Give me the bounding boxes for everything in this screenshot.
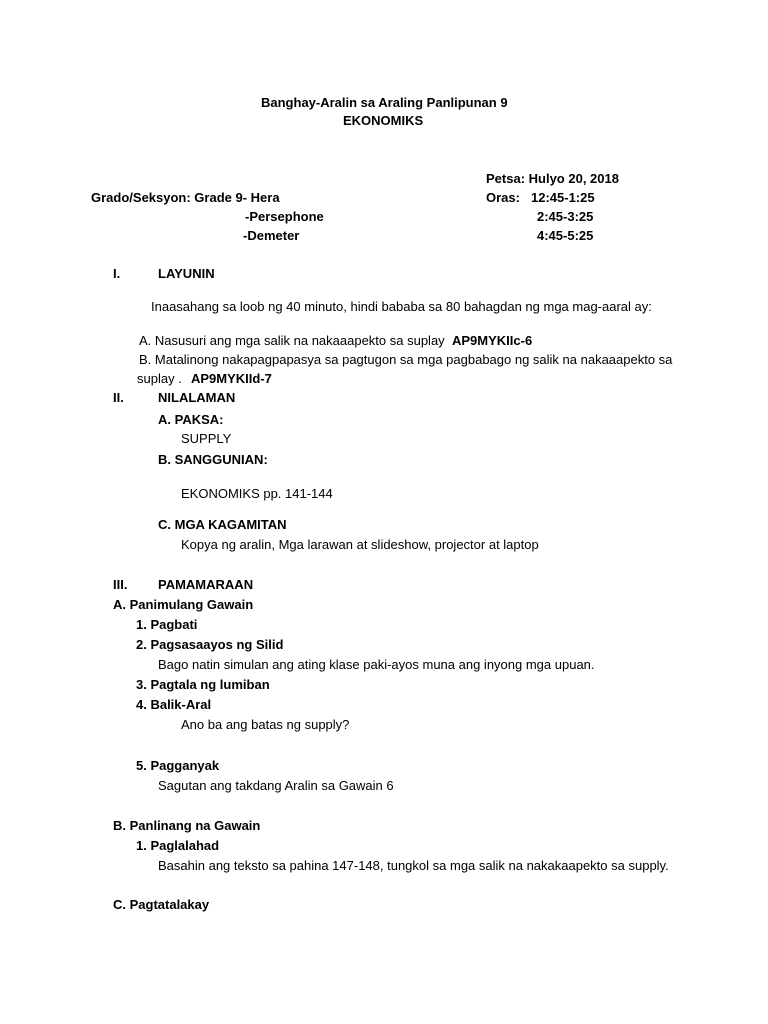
section-number-iii: III. [113, 577, 128, 592]
pamamaraan-heading: PAMAMARAAN [158, 577, 254, 592]
objective-b-line1: B. Matalinong nakapagpapasya sa pagtugon sa mga pagbabago ng salik na nakaaapekto sa [139, 352, 673, 367]
paksa-label: A. PAKSA: [158, 412, 224, 427]
step-paglalahad: 1. Paglalahad [136, 838, 220, 853]
time-slot-1: 12:45-1:25 [531, 190, 595, 205]
time-label: Oras: [486, 190, 520, 205]
nilalaman-heading: NILALAMAN [158, 390, 236, 405]
grade-section-line: Grado/Seksyon: Grade 9- Hera [91, 190, 280, 205]
time-slot-2: 2:45-3:25 [537, 209, 594, 224]
sanggunian-value: EKONOMIKS pp. 141-144 [181, 486, 333, 501]
panlinang-gawain-heading: B. Panlinang na Gawain [113, 818, 261, 833]
step-balik-aral: 4. Balik-Aral [136, 697, 212, 712]
step-balik-aral-text: Ano ba ang batas ng supply? [181, 717, 350, 732]
step-pagganyak: 5. Pagganyak [136, 758, 220, 773]
step-pagsasaayos-text: Bago natin simulan ang ating klase paki-ayos muna ang inyong mga upuan. [158, 657, 595, 672]
objective-b-line2: suplay . [137, 371, 182, 386]
objective-b-code: AP9MYKIId-7 [191, 371, 272, 386]
objective-a: A. Nasusuri ang mga salik na nakaaapekto sa suplay [139, 333, 445, 348]
objective-a-code: AP9MYKIIc-6 [452, 333, 533, 348]
step-pagbati: 1. Pagbati [136, 617, 198, 632]
paksa-value: SUPPLY [181, 431, 232, 446]
kagamitan-label: C. MGA KAGAMITAN [158, 517, 287, 532]
pagtatalakay-heading: C. Pagtatalakay [113, 897, 210, 912]
step-pagsasaayos: 2. Pagsasaayos ng Silid [136, 637, 284, 652]
panimulang-gawain-heading: A. Panimulang Gawain [113, 597, 254, 612]
kagamitan-value: Kopya ng aralin, Mga larawan at slideshow, projector at laptop [181, 537, 539, 552]
section-number-i: I. [113, 266, 121, 281]
sanggunian-label: B. SANGGUNIAN: [158, 452, 268, 467]
step-pagganyak-text: Sagutan ang takdang Aralin sa Gawain 6 [158, 778, 394, 793]
layunin-intro: Inaasahang sa loob ng 40 minuto, hindi bababa sa 80 bahagdan ng mga mag-aaral ay: [151, 299, 652, 314]
document-title: Banghay-Aralin sa Araling Panlipunan 9 [261, 95, 508, 110]
document-subtitle: EKONOMIKS [343, 113, 424, 128]
step-paglalahad-text: Basahin ang teksto sa pahina 147-148, tungkol sa mga salik na nakakaapekto sa supply. [158, 858, 669, 873]
section-demeter: -Demeter [243, 228, 300, 243]
layunin-heading: LAYUNIN [158, 266, 215, 281]
section-persephone: -Persephone [245, 209, 324, 224]
time-slot-3: 4:45-5:25 [537, 228, 594, 243]
date-line: Petsa: Hulyo 20, 2018 [486, 171, 619, 186]
step-pagtala: 3. Pagtala ng lumiban [136, 677, 270, 692]
section-number-ii: II. [113, 390, 124, 405]
